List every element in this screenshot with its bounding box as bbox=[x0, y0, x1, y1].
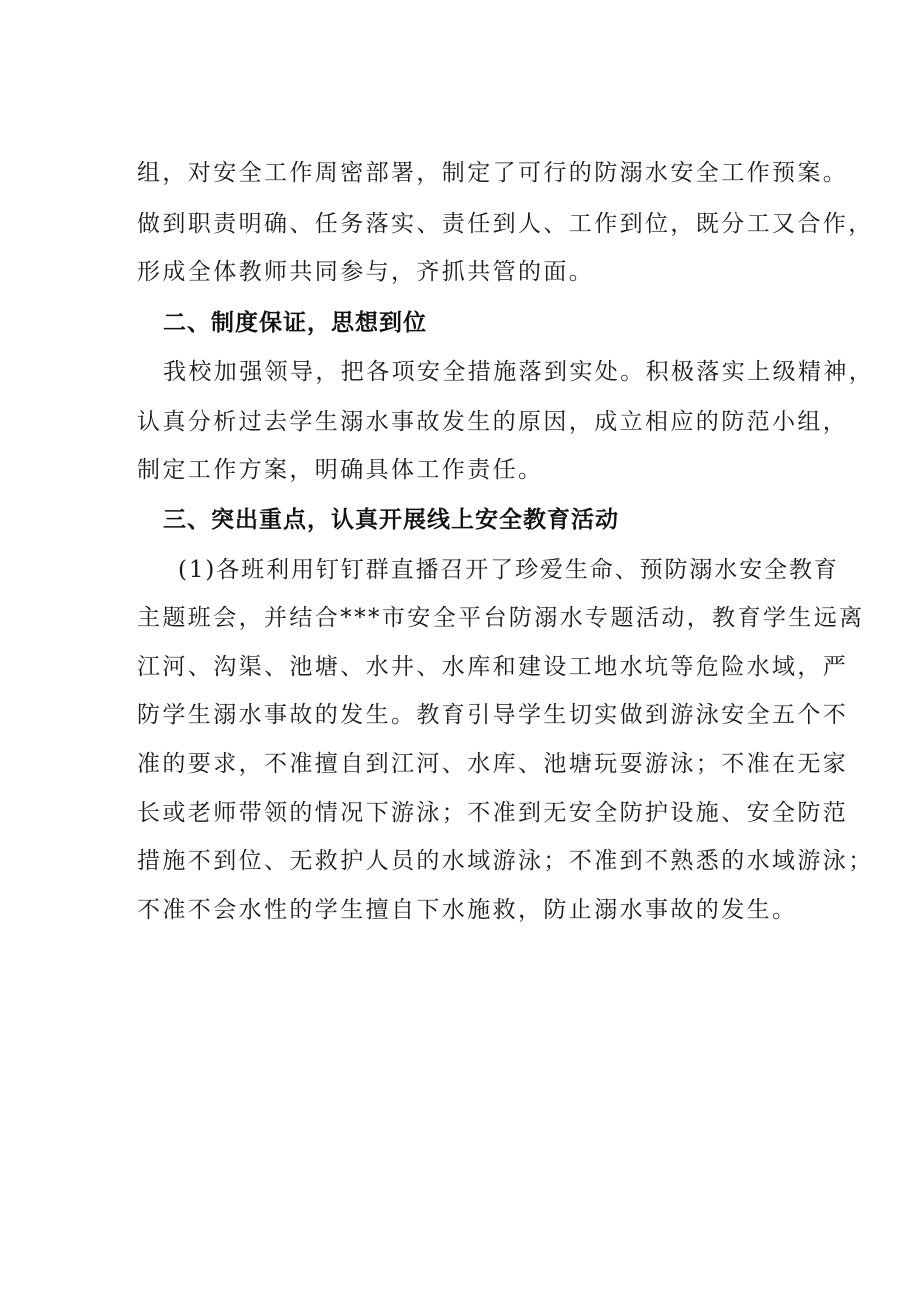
paragraph-line: 防学生溺水事故的发生。教育引导学生切实做到游泳安全五个不 bbox=[137, 702, 849, 728]
paragraph-line: 形成全体教师共同参与，齐抓共管的面。 bbox=[137, 259, 595, 285]
paragraph-line: 组，对安全工作周密部署，制定了可行的防溺水安全工作预案。 bbox=[137, 160, 849, 186]
paragraph-line: 不准不会水性的学生擅自下水施救，防止溺水事故的发生。 bbox=[137, 897, 798, 923]
paragraph-line: 认真分析过去学生溺水事故发生的原因，成立相应的防范小组， bbox=[137, 409, 849, 435]
paragraph-line: 准的要求，不准擅自到江河、水库、池塘玩耍游泳；不准在无家 bbox=[137, 751, 849, 777]
section-heading-2: 二、制度保证，思想到位 bbox=[163, 310, 427, 336]
paragraph-line: 长或老师带领的情况下游泳；不准到无安全防护设施、安全防范 bbox=[137, 800, 849, 826]
section-heading-3: 三、突出重点，认真开展线上安全教育活动 bbox=[163, 507, 619, 533]
paragraph-line: (1)各班利用钉钉群直播召开了珍爱生命、预防溺水安全教育 bbox=[178, 557, 839, 583]
paragraph-line: 主题班会，并结合***市安全平台防溺水专题活动，教育学生远离 bbox=[137, 605, 865, 631]
paragraph-line: 制定工作方案，明确具体工作责任。 bbox=[137, 457, 544, 483]
paragraph-line: 我校加强领导，把各项安全措施落到实处。积极落实上级精神， bbox=[163, 359, 875, 385]
paragraph-line: 江河、沟渠、池塘、水井、水库和建设工地水坑等危险水域，严 bbox=[137, 654, 849, 680]
paragraph-line: 措施不到位、无救护人员的水域游泳；不准到不熟悉的水域游泳； bbox=[137, 848, 874, 874]
paragraph-line: 做到职责明确、任务落实、责任到人、工作到位，既分工又合作， bbox=[137, 211, 874, 237]
